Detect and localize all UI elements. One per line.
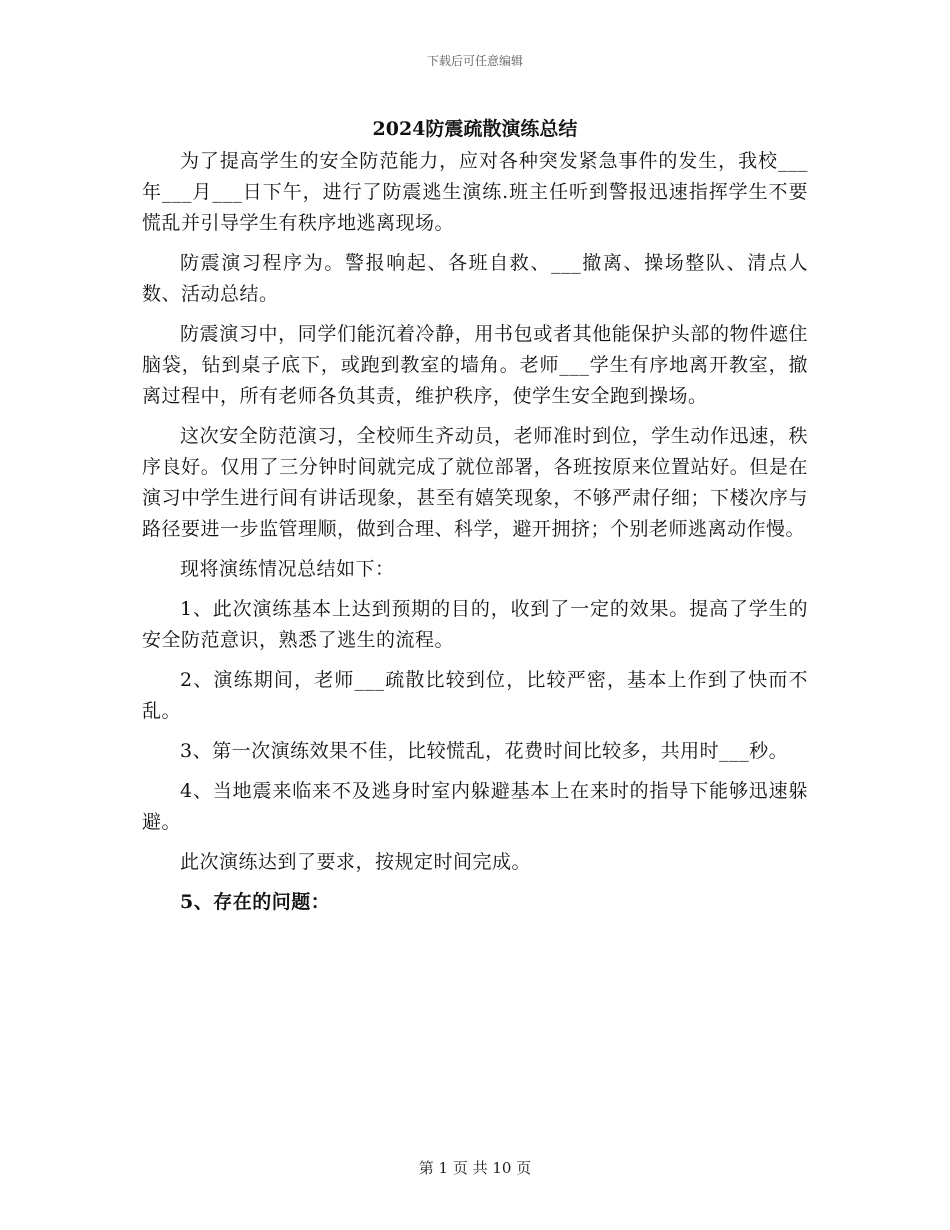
paragraph-conclusion: 此次演练达到了要求，按规定时间完成。: [180, 851, 532, 873]
list-item-2: 2、演练期间，老师___疏散比较到位，比较严密，基本上作到了快而不乱。: [142, 669, 808, 722]
section-heading-problems: 5、存在的问题：: [180, 891, 331, 913]
paragraph-procedure: 防震演习程序为。警报响起、各班自救、___撤离、操场整队、清点人数、活动总结。: [142, 252, 808, 305]
document-title: 2024防震疏散演练总结: [372, 118, 578, 140]
paragraph-drill-process: 防震演习中，同学们能沉着冷静，用书包或者其他能保护头部的物件遮住脑袋，钻到桌子底下，或跑到教室的墙角。老师___学生有序地离开教室，撤离过程中，所有老师各负其责，维护秩序，使学生安全跑到操场。: [142, 323, 808, 407]
paragraph-intro: 为了提高学生的安全防范能力，应对各种突发紧急事件的发生，我校___年___月___日下午，进行了防震逃生演练.班主任听到警报迅速指挥学生不要慌乱并引导学生有秩序地逃离现场。: [142, 150, 808, 234]
paragraph-summary-intro: 现将演练情况总结如下：: [180, 558, 395, 580]
page-number: 第 1 页 共 10 页: [418, 1159, 532, 1177]
list-item-1: 1、此次演练基本上达到预期的目的，收到了一定的效果。提高了学生的安全防范意识，熟悉了逃生的流程。: [142, 598, 808, 651]
document-body: [142, 146, 808, 927]
list-item-4: 4、当地震来临来不及逃身时室内躲避基本上在来时的指导下能够迅速躲避。: [142, 780, 808, 833]
paragraph-evaluation: 这次安全防范演习，全校师生齐动员，老师准时到位，学生动作迅速，秩序良好。仅用了三分钟时间就完成了就位部署，各班按原来位置站好。但是在演习中学生进行间有讲话现象，甚至有嬉笑现象，不够严肃仔细；下楼次序与路径要进一步监管理顺，做到合理、科学，避开拥挤；个别老师逃离动作慢。: [142, 425, 808, 540]
list-item-3: 3、第一次演练效果不佳，比较慌乱，花费时间比较多，共用时___秒。: [180, 740, 789, 762]
page-header-note: 下载后可任意编辑: [426, 54, 523, 68]
